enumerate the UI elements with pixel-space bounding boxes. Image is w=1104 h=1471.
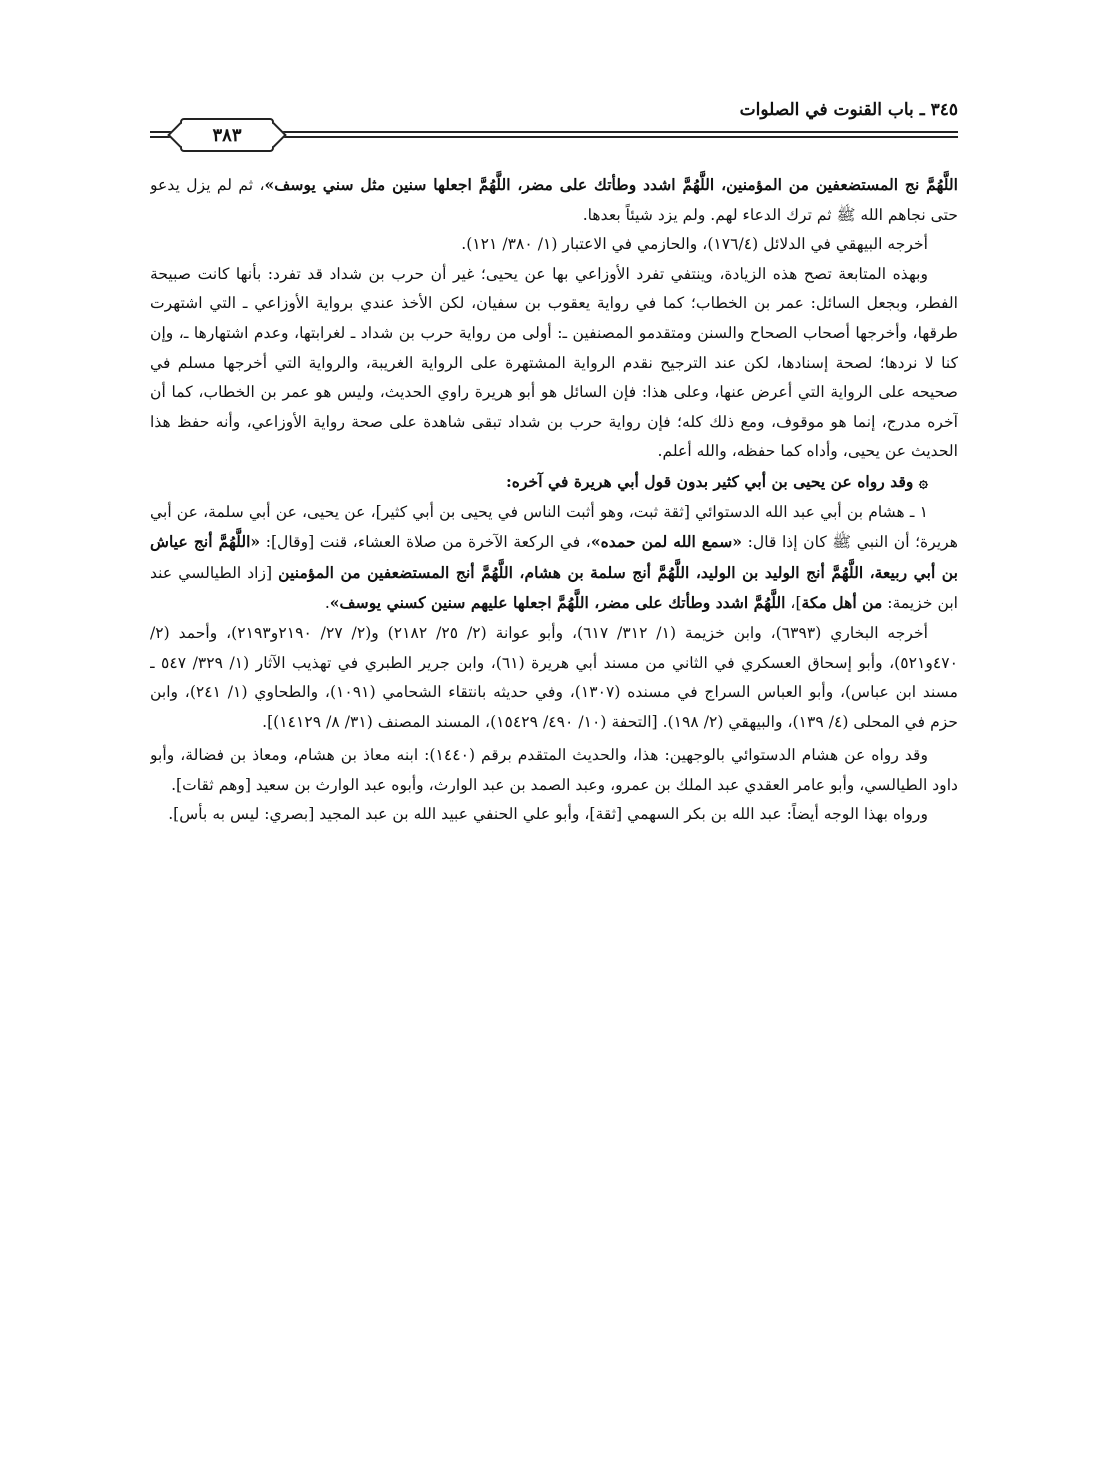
paragraph: [150, 741, 958, 800]
paragraph: [150, 230, 958, 260]
bold-text: «اللَّهُمَّ أنج عياش بن أبي ربيعة، اللَّهُمَّ أنج الوليد بن الوليد، اللَّهُمَّ أنج سلمة بن هشام، اللَّهُمَّ أنج المستضعفين من المؤمنين: [150, 532, 958, 582]
paragraph: [150, 260, 958, 467]
text: .: [324, 594, 330, 613]
paragraph: [150, 467, 958, 498]
text: وقد رواه عن هشام الدستوائي بالوجهين: هذا، والحديث المتقدم برقم (١٤٤٠): ابنه معاذ بن هشام، ومعاذ بن فضالة، وأبو داود الطيالسي، وأبو عامر العقدي عبد الملك بن عمرو، وعبد الصمد بن عبد الوارث، وأبوه عبد الوارث بن سعيد [وهم ثقات].: [150, 746, 958, 794]
text: ١ ـ هشام بن أبي عبد الله الدستوائي [ثقة ثبت، وهو أثبت الناس في يحيى بن أبي كثير]، عن يحيى، عن أبي سلمة، عن أبي هريرة؛ أن النبي ﷺ كان إذا قال:: [150, 502, 958, 552]
text: أخرجه البخاري (٦٣٩٣)، وابن خزيمة (١/ ٣١٢/ ٦١٧)، وأبو عوانة (٢/ ٢٥/ ٢١٨٢) و(٢/ ٢٧/ ٢١٩٠و٢١٩٣)، وأحمد (٢/ ٤٧٠و٥٢١)، وأبو إسحاق العسكري في الثاني من مسند أبي هريرة (٦١)، وابن جرير الطبري في تهذيب الآثار (١/ ٣٢٩/ ٥٤٧ ـ مسند ابن عباس)، وأبو العباس السراج في مسنده (١٣٠٧)، وفي حديثه بانتقاء الشحامي (١٠٩١)، والطحاوي (١/ ٢٤١)، وابن حزم في المحلى (٤/ ١٣٩)، والبيهقي (٢/ ١٩٨). [التحفة (١٠/ ٤٩٠/ ١٥٤٢٩)، المسند المصنف (٣١/ ٨/ ١٤١٢٩)].: [150, 623, 958, 731]
header-rule: [272, 131, 958, 133]
page-number-badge: [180, 118, 274, 152]
text: وبهذه المتابعة تصح هذه الزيادة، وينتفي تفرد الأوزاعي بها عن يحيى؛ غير أن حرب بن شداد قد تفرد: بأنها كانت صبيحة الفطر، وبجعل السائل: عمر بن الخطاب؛ كما في رواية يعقوب بن سفيان، لكن الأخذ عندي برواية الأوزاعي ـ التي اشتهرت طرقها، وأخرجها أصحاب الصحاح والسنن ومتقدمو المصنفين ـ: أولى من رواية حرب بن شداد ـ لغرابتها، وعدم اشتهارها ـ، وإن كنا لا نردها؛ لصحة إسنادها، لكن عند الترجيح نقدم الرواية المشتهرة على الرواية الغريبة، والرواية التي أخرجها مسلم في صحيحه على الرواية التي أعرض عنها، وعلى هذا: فإن السائل هو أبو هريرة راوي الحديث، وليس هو عمر بن الخطاب، كما أن آخره مدرج، إنما هو موقوف، ومع ذلك كله؛ فإن رواية حرب بن شداد تبقى شاهدة على صحة رواية الأوزاعي، وأنه حفظ هذا الحديث عن يحيى، وأداه كما حفظه، والله أعلم.: [150, 264, 958, 461]
header-rule: [272, 136, 958, 138]
page-body: [150, 170, 958, 1400]
bold-text: اللَّهُمَّ اشدد وطأتك على مضر، اللَّهُمَّ اجعلها عليهم سنين كسني يوسف»: [329, 593, 786, 613]
text: ]،: [785, 594, 802, 613]
bold-text: «سمع الله لمن حمده»: [590, 532, 743, 552]
bold-text: من أهل مكة: [801, 593, 883, 613]
text: [زاد الطيالسي عند ابن خزيمة:: [150, 563, 958, 613]
text: ورواه بهذا الوجه أيضاً: عبد الله بن بكر السهمي [ثقة]، وأبو علي الحنفي عبيد الله بن عبد المجيد [بصري: ليس به بأس].: [168, 805, 928, 824]
text: ، ثم لم يزل يدعو حتى نجاهم الله ﷺ ثم ترك الدعاء لهم. ولم يزد شيئاً بعدها.: [150, 176, 958, 224]
running-title: ٣٤٥ ـ باب القنوت في الصلوات: [739, 100, 958, 120]
paragraph: [150, 170, 958, 230]
page-header: [150, 96, 958, 156]
paragraph: [150, 800, 958, 830]
bold-text: اللَّهُمَّ نج المستضعفين من المؤمنين، اللَّهُمَّ اشدد وطأتك على مضر، اللَّهُمَّ اجعلها سنين مثل سني يوسف»: [264, 175, 958, 194]
text: أخرجه البيهقي في الدلائل (١٧٦/٤)، والحازمي في الاعتبار (١/ ٣٨٠/ ١٢١).: [461, 235, 928, 254]
paragraph: [150, 619, 958, 737]
text: ، في الركعة الآخرة من صلاة العشاء، قنت [وقال]:: [260, 533, 591, 552]
page-number: ٣٨٣: [212, 124, 242, 146]
paragraph: [150, 498, 958, 619]
bold-text: ۞ وقد رواه عن يحيى بن أبي كثير بدون قول أبي هريرة في آخره:: [506, 471, 928, 491]
